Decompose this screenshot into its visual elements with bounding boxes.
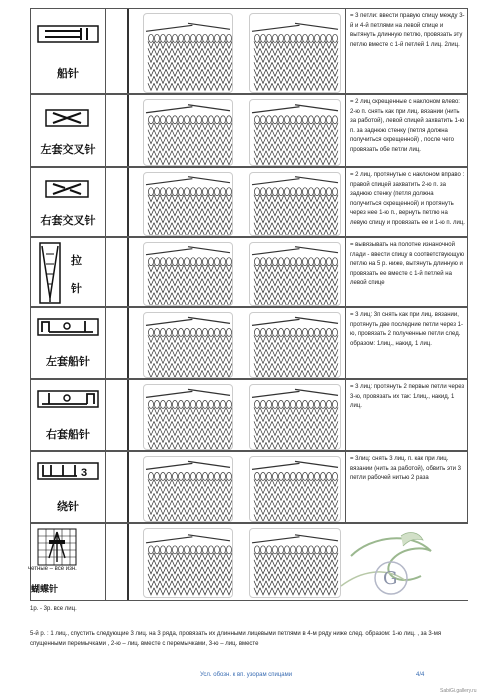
knitting-illustration: [249, 242, 341, 306]
symbol-cell: [31, 452, 106, 522]
symbol-chinese-label: 右套船针: [46, 428, 90, 441]
symbol-row-2: [30, 94, 468, 167]
knitting-illustration: [143, 13, 233, 93]
symbol-row-5: [30, 307, 468, 379]
decorative-g-monogram: [331, 526, 451, 602]
svg-text:G: G: [383, 568, 398, 589]
knitting-illustration: [249, 384, 341, 450]
knitting-illustration: [143, 172, 233, 236]
symbol-chinese-label: 蝴蝶针: [31, 585, 59, 595]
chart-symbol-icon: [37, 462, 99, 480]
chart-symbol-icon: [37, 25, 99, 43]
footer-title: Усл. обозн. к вп. узорам спицами: [200, 672, 293, 678]
symbol-chinese-label: 绕针: [57, 500, 79, 513]
knitting-illustration: [143, 99, 233, 166]
instruction-line: 1р. - 3р. все лиц.: [30, 606, 77, 612]
stitch-description: = 2 лиц. протянутые с наклоном вправо : правой спицей захватить 2-ю п. за заднюю стенку (петля должна получиться скрещенной) и протянуть через нее 1-ю п., вернуть петлю на левую спицу и провязать ее и 1-ю п. лиц.: [345, 168, 469, 236]
symbol-chinese-label: 左套船针: [46, 355, 90, 368]
knitting-illustration: [249, 456, 341, 522]
knitting-illustration: [143, 384, 233, 450]
symbol-cell: [31, 308, 106, 378]
knitting-illustration: [143, 528, 233, 598]
symbol-row-1: [30, 8, 468, 94]
chart-symbol-icon: [45, 109, 89, 127]
symbol-cell: [28, 524, 106, 600]
symbol-row-7: [30, 451, 468, 523]
symbol-row-4: [30, 237, 468, 307]
symbol-chinese-label: 针: [71, 282, 82, 295]
knitting-illustration: [249, 528, 341, 598]
symbol-cell: [31, 9, 106, 93]
symbol-chinese-label: 右套交叉针: [40, 214, 96, 227]
instruction-line: 5-й р. : 1 лиц., спустить следующие 3 лиц. на 3 ряда, провязать их длинными лицевыми петлями в 4-м ряду ниже след. образом: 1-ю лиц. , за 3-мя: [30, 631, 442, 637]
stitch-description: = 2 лиц скрещенные с наклоном влево: 2-ю п. снять как при лиц. вязании (нить за работой), левой спицей захватить 1-ю п. за заднюю стенку (петля должна получиться скрещенной) , после чего провязать обе петли лиц.: [345, 95, 469, 166]
chart-symbol-icon: [39, 242, 61, 304]
symbol-row-6: [30, 379, 468, 451]
symbol-digit: 3: [81, 467, 88, 479]
symbol-cell: [31, 95, 106, 166]
footer-site: SabiGi.gallery.ru: [440, 688, 477, 694]
knitting-illustration: [249, 312, 341, 378]
knitting-illustration: [143, 242, 233, 306]
symbol-row-8: [30, 523, 468, 601]
knitting-illustration: [249, 172, 341, 236]
symbol-row-3: [30, 167, 468, 237]
knitting-illustration: [249, 99, 341, 166]
symbol-chinese-label: 左套交叉针: [40, 143, 96, 156]
butterfly-chart-icon: [37, 528, 77, 566]
knitting-illustration: [143, 312, 233, 378]
stitch-description: = 3 лиц: 3п снять как при лиц. вязании, протянуть две последние петли через 1-ю, провязать 2 полученные петли след. образом: 1лиц., накид, 1 лиц.: [345, 308, 469, 378]
chart-symbol-icon: [37, 318, 99, 336]
instruction-line: спущенными перемычками , 2-ю – лиц. вместе с перемычками, 3-ю – лиц. вместе: [30, 641, 259, 647]
stitch-description: = 3 лиц: протянуть 2 первые петли через 3-ю, провязать их так: 1лиц., накид, 1 лиц.: [345, 380, 469, 450]
stitch-description: = 3 петли: ввести правую спицу между 3-й и 4-й петлями на левой спице и вытянуть длинную петлю, провязать эту петлю вместе с 1-й петлей 1 лиц. 2лиц.: [345, 9, 469, 93]
stitch-description: = 3лиц: снять 3 лиц. п. как при лиц. вязании (нить за работой), обвить эти 3 петли рабочей нитью 2 раза: [345, 452, 469, 522]
chart-symbol-icon: [37, 390, 99, 408]
chart-symbol-icon: [45, 180, 89, 198]
footer-page-number: 4/4: [416, 672, 425, 678]
knitting-illustration: [249, 13, 341, 93]
symbol-cell: [31, 238, 106, 306]
legend-text: четные – все изн.: [28, 566, 77, 572]
symbol-chinese-label: 拉: [71, 254, 82, 267]
knitting-illustration: [143, 456, 233, 522]
symbol-cell: [31, 168, 106, 236]
stitch-description: = вывязывать на полотне изнаночной глади - ввести спицу в соответствующую петлю на 5 р. ниже, вытянуть длинную и провязать ее вместе с 1-й петлей на левой спице: [345, 238, 469, 306]
symbol-chinese-label: 船针: [57, 67, 79, 80]
symbol-cell: [31, 380, 106, 450]
